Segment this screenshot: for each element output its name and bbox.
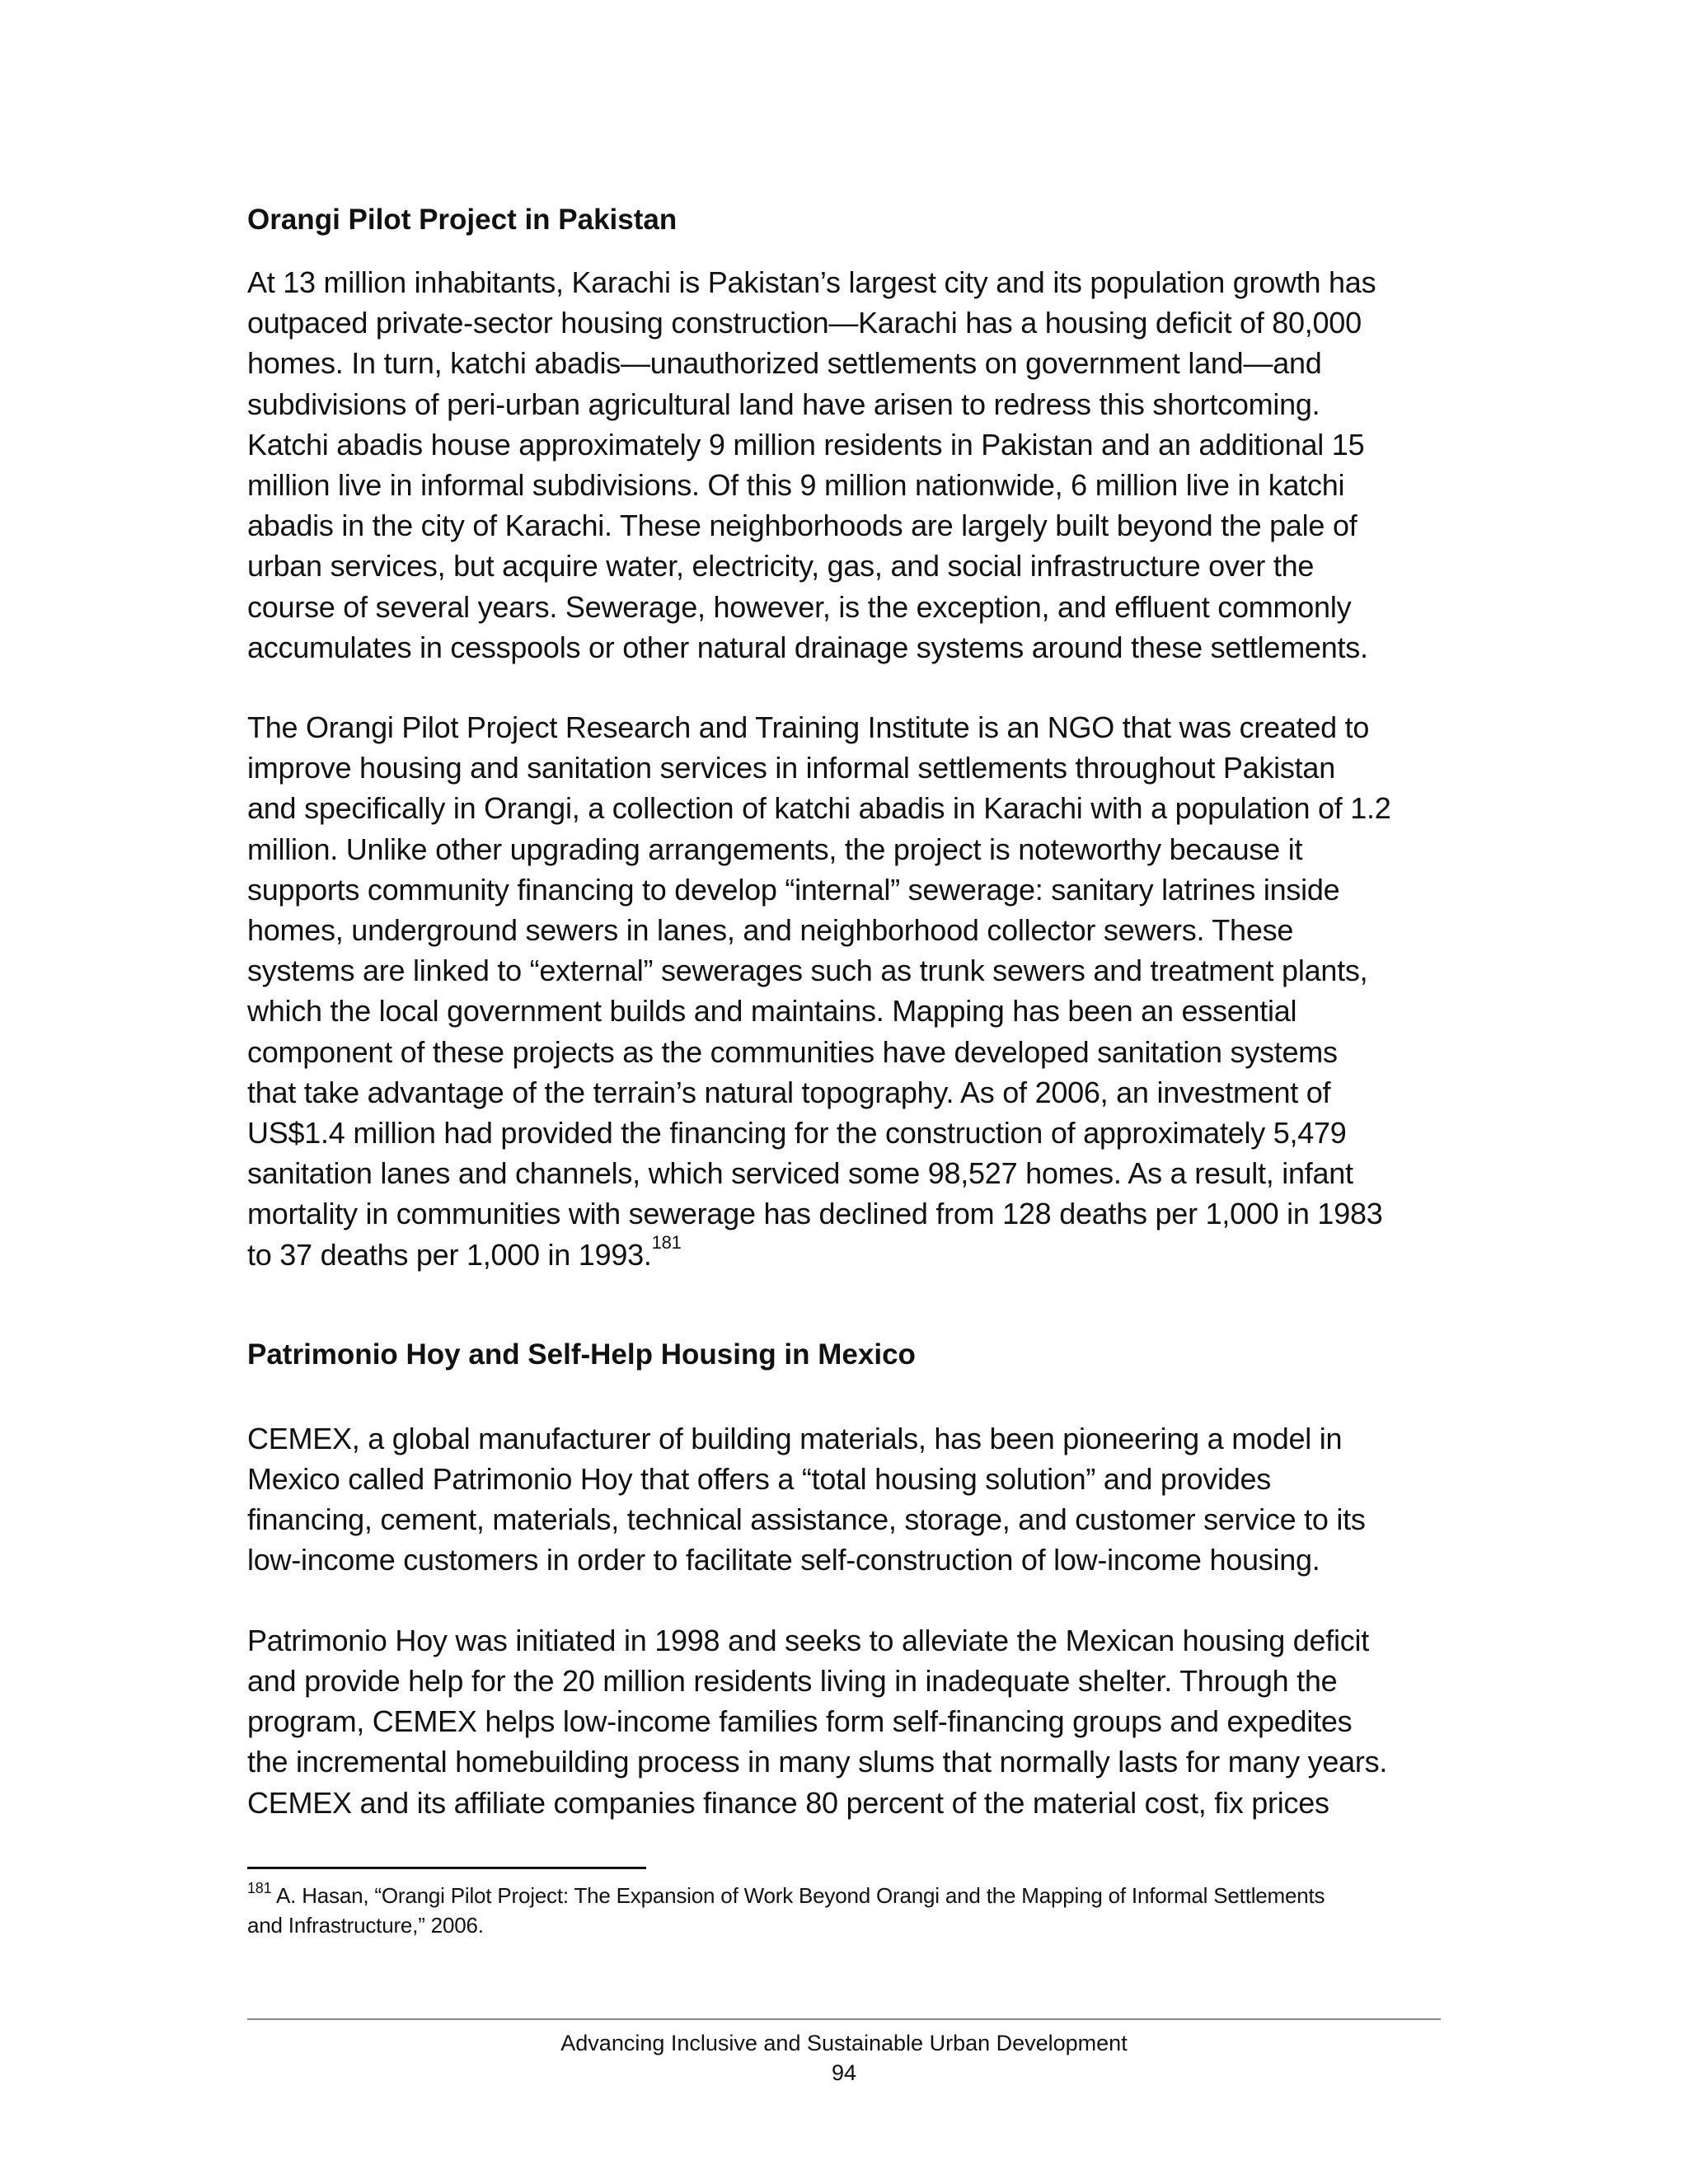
text-line: urban services, but acquire water, electricity, gas, and social infrastructure over the <box>247 549 1315 583</box>
footnote-line: and Infrastructure,” 2006. <box>247 1913 484 1938</box>
footnote-line <box>247 1881 1451 1910</box>
text-line: course of several years. Sewerage, however, is the exception, and effluent commonly <box>247 589 1352 624</box>
body-content <box>247 199 1451 1823</box>
text-line: Katchi abadis house approximately 9 million residents in Pakistan and an additional 15 <box>247 427 1365 462</box>
text-line: systems are linked to “external” sewerages such as trunk sewers and treatment plants, <box>247 954 1368 988</box>
text-line: homes, underground sewers in lanes, and neighborhood collector sewers. These <box>247 913 1294 948</box>
footnote-reference[interactable]: 181 <box>651 1231 682 1253</box>
text-line: program, CEMEX helps low-income families form self-financing groups and expedites <box>247 1704 1353 1739</box>
text-line: US$1.4 million had provided the financing for the construction of approximately 5,479 <box>247 1116 1347 1151</box>
text-line: financing, cement, materials, technical assistance, storage, and customer service to its <box>247 1502 1366 1537</box>
text-line: mortality in communities with sewerage has declined from 128 deaths per 1,000 in 1983 <box>247 1197 1383 1231</box>
paragraph-orangi-institute <box>247 707 1451 1275</box>
text-line: abadis in the city of Karachi. These neighborhoods are largely built beyond the pale of <box>247 509 1357 543</box>
text-line: homes. In turn, katchi abadis—unauthorized settlements on government land—and <box>247 346 1322 381</box>
text-line: Mexico called Patrimonio Hoy that offers a “total housing solution” and provides <box>247 1462 1272 1497</box>
footnote <box>247 1881 1451 1940</box>
text-line: accumulates in cesspools or other natural drainage systems around these settlements. <box>247 630 1368 664</box>
text-line: the incremental homebuilding process in many slums that normally lasts for many years. <box>247 1745 1388 1779</box>
text-line: million live in informal subdivisions. Of this 9 million nationwide, 6 million live in katchi <box>247 468 1345 503</box>
text-line: million. Unlike other upgrading arrangements, the project is noteworthy because it <box>247 832 1303 866</box>
text-line: The Orangi Pilot Project Research and Training Institute is an NGO that was created to <box>247 710 1370 745</box>
text-line: outpaced private-sector housing construction—Karachi has a housing deficit of 80,000 <box>247 306 1362 340</box>
text-line: improve housing and sanitation services in informal settlements throughout Pakistan <box>247 751 1335 785</box>
last-line-text: to 37 deaths per 1,000 in 1993. <box>247 1237 652 1272</box>
page-number: 94 <box>831 2060 857 2085</box>
paragraph-karachi-housing <box>247 262 1451 668</box>
footer-title: Advancing Inclusive and Sustainable Urban Development <box>560 2031 1128 2055</box>
section-heading-orangi: Orangi Pilot Project in Pakistan <box>247 204 678 236</box>
text-line: At 13 million inhabitants, Karachi is Pakistan’s largest city and its population growth has <box>247 265 1376 299</box>
text-line: supports community financing to develop “internal” sewerage: sanitary latrines inside <box>247 872 1340 907</box>
text-line: and specifically in Orangi, a collection of katchi abadis in Karachi with a population of 1.2 <box>247 791 1391 826</box>
text-line: which the local government builds and maintains. Mapping has been an essential <box>247 994 1297 1029</box>
text-line: CEMEX, a global manufacturer of building materials, has been pioneering a model in <box>247 1421 1343 1455</box>
footer-divider <box>247 2018 1441 2020</box>
text-line: Patrimonio Hoy was initiated in 1998 and seeks to alleviate the Mexican housing deficit <box>247 1623 1370 1657</box>
footnote-divider <box>247 1867 646 1869</box>
text-line: component of these projects as the communities have developed sanitation systems <box>247 1034 1338 1069</box>
text-line: low-income customers in order to facilitate self-construction of low-income housing. <box>247 1543 1320 1577</box>
text-line: and provide help for the 20 million residents living in inadequate shelter. Through the <box>247 1663 1338 1698</box>
text-line: subdivisions of peri-urban agricultural land have arisen to redress this shortcoming. <box>247 387 1320 421</box>
section-heading-patrimonio: Patrimonio Hoy and Self-Help Housing in Mexico <box>247 1338 916 1371</box>
text-line: CEMEX and its affiliate companies finance 80 percent of the material cost, fix prices <box>247 1785 1329 1820</box>
text-line-last <box>247 1231 1451 1275</box>
footnote-text: A. Hasan, “Orangi Pilot Project: The Expansion of Work Beyond Orangi and the Mapping of Informal Settlements <box>271 1883 1325 1908</box>
text-line: that take advantage of the terrain’s natural topography. As of 2006, an investment of <box>247 1075 1331 1109</box>
paragraph-cemex-intro <box>247 1418 1451 1581</box>
footnote-number: 181 <box>247 1880 272 1896</box>
text-line: sanitation lanes and channels, which serviced some 98,527 homes. As a result, infant <box>247 1156 1353 1191</box>
paragraph-patrimonio-program <box>247 1620 1451 1823</box>
